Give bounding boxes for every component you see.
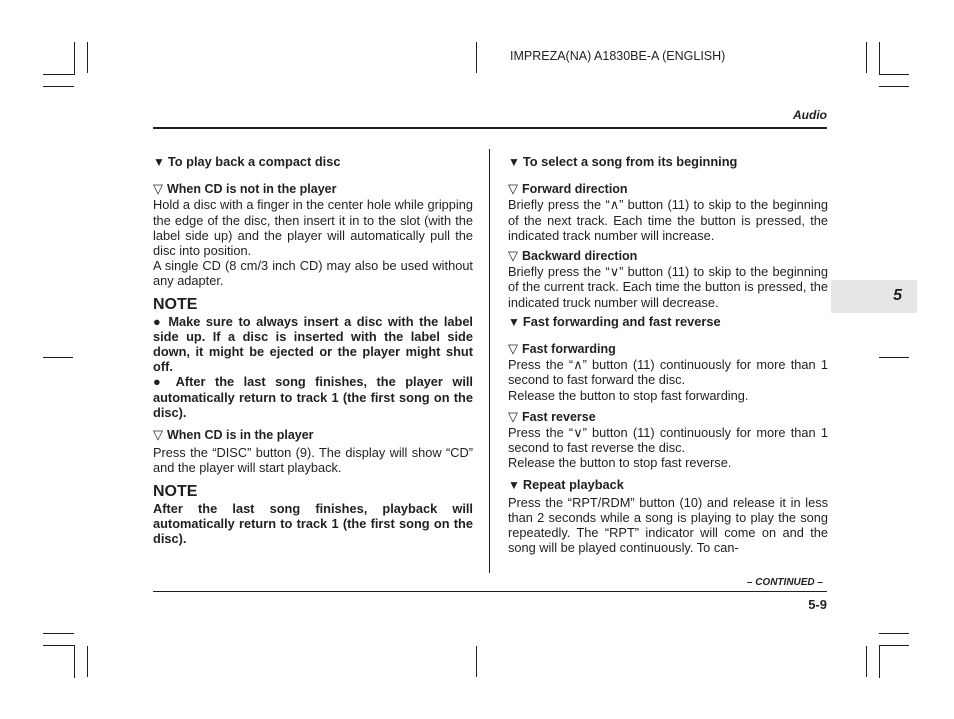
chapter-tab bbox=[831, 280, 917, 313]
chapter-number: 5 bbox=[893, 287, 902, 304]
crop-mark bbox=[879, 42, 880, 75]
paragraph: Press the “DISC” button (9). The display will show “CD” and the player will start playback. bbox=[153, 445, 473, 476]
section-heading bbox=[508, 154, 828, 170]
subsection-heading bbox=[153, 181, 473, 197]
crop-mark bbox=[879, 357, 909, 358]
white-down-triangle-icon: ▽ bbox=[508, 181, 518, 197]
crop-mark bbox=[879, 74, 909, 75]
crop-mark bbox=[43, 633, 74, 634]
paragraph: A single CD (8 cm/3 inch CD) may also be used without any adapter. bbox=[153, 258, 473, 289]
section-heading-text: Fast forwarding and fast reverse bbox=[522, 313, 721, 329]
paragraph: Release the button to stop fast reverse. bbox=[508, 455, 732, 471]
subsection-heading bbox=[508, 181, 828, 197]
crop-mark bbox=[43, 645, 75, 646]
subsection-heading-text: Forward direction bbox=[522, 182, 628, 197]
note-item-text: Make sure to always insert a disc with the label side up. If a disc is inserted with the label side down, it might be ejected or the player might shut off. bbox=[153, 313, 473, 375]
paragraph: Press the “∨” button (11) continuously for more than 1 second to fast reverse the disc. bbox=[508, 425, 828, 456]
crop-mark bbox=[879, 645, 880, 678]
black-down-triangle-icon: ▼ bbox=[508, 155, 520, 169]
crop-mark bbox=[866, 42, 867, 73]
note-item bbox=[153, 374, 473, 420]
section-heading-text: To select a song from its beginning bbox=[522, 154, 738, 169]
white-down-triangle-icon: ▽ bbox=[508, 408, 518, 424]
crop-mark bbox=[87, 646, 88, 677]
paragraph: Press the “∧” button (11) continuously for more than 1 second to fast forward the disc. bbox=[508, 357, 828, 388]
paragraph: Briefly press the “∧” button (11) to skip to the beginning of the next track. Each time the button is pressed, the indicated track number will increase. bbox=[508, 197, 828, 243]
black-down-triangle-icon: ▼ bbox=[508, 477, 520, 492]
footer-rule bbox=[153, 591, 827, 592]
subsection-heading-text: Backward direction bbox=[522, 249, 638, 264]
white-down-triangle-icon: ▽ bbox=[508, 341, 518, 357]
model-code: IMPREZA(NA) A1830BE-A (ENGLISH) bbox=[510, 49, 726, 63]
note-text: After the last song finishes, playback will automatically return to track 1 (the first song on the disc). bbox=[153, 500, 473, 547]
subsection-heading bbox=[508, 409, 828, 425]
crop-mark bbox=[43, 74, 75, 75]
left-column bbox=[153, 154, 473, 546]
black-down-triangle-icon: ▼ bbox=[508, 314, 520, 329]
column-divider bbox=[489, 149, 490, 573]
crop-mark bbox=[866, 646, 867, 677]
section-heading-text: Repeat playback bbox=[522, 476, 624, 492]
section-heading bbox=[508, 314, 828, 330]
note-heading: NOTE bbox=[153, 482, 198, 500]
crop-mark bbox=[879, 86, 909, 87]
crop-mark bbox=[74, 42, 75, 75]
paragraph: Briefly press the “∨” button (11) to skip to the beginning of the current track. Each time the button is pressed, the indicated truck number will decrease. bbox=[508, 264, 828, 310]
bullet-icon: ● bbox=[153, 313, 163, 329]
note-item-text: After the last song finishes, the player will automatically return to track 1 (the first song on the disc). bbox=[153, 374, 473, 420]
page-number: 5-9 bbox=[808, 597, 827, 612]
crop-mark bbox=[476, 646, 477, 677]
black-down-triangle-icon: ▼ bbox=[153, 155, 165, 169]
section-heading-text: To play back a compact disc bbox=[167, 154, 341, 169]
white-down-triangle-icon: ▽ bbox=[508, 248, 518, 264]
subsection-heading bbox=[508, 248, 828, 264]
subsection-heading-text: When CD is in the player bbox=[167, 428, 314, 443]
crop-mark bbox=[879, 633, 909, 634]
subsection-heading bbox=[508, 341, 828, 357]
subsection-heading-text: When CD is not in the player bbox=[167, 182, 337, 197]
white-down-triangle-icon: ▽ bbox=[153, 427, 163, 443]
crop-mark bbox=[476, 42, 477, 73]
white-down-triangle-icon: ▽ bbox=[153, 181, 163, 197]
crop-mark bbox=[879, 645, 909, 646]
section-heading bbox=[508, 477, 828, 493]
crop-mark bbox=[43, 357, 73, 358]
subsection-heading bbox=[153, 427, 473, 443]
crop-mark bbox=[87, 42, 88, 73]
paragraph: Release the button to stop fast forwarding. bbox=[508, 387, 749, 403]
section-title: Audio bbox=[793, 108, 827, 122]
right-column bbox=[508, 154, 828, 556]
crop-mark bbox=[43, 86, 74, 87]
continued-label: – CONTINUED – bbox=[746, 577, 823, 588]
section-heading bbox=[153, 154, 473, 170]
paragraph: Hold a disc with a finger in the center hole while gripping the edge of the disc, then insert it in to the slot (with the label side up) and the player will automatically pull the disc into position. bbox=[153, 197, 473, 259]
note-heading: NOTE bbox=[153, 295, 198, 313]
paragraph: Press the “RPT/RDM” button (10) and release it in less than 2 seconds while a song is playing to play the song repeatedly. The “RPT” indicator will come on and the song will be played continuously. To can- bbox=[508, 494, 828, 556]
header-rule bbox=[153, 127, 827, 129]
crop-mark bbox=[74, 645, 75, 678]
subsection-heading-text: Fast reverse bbox=[522, 409, 596, 424]
bullet-icon: ● bbox=[153, 374, 167, 390]
note-item bbox=[153, 314, 473, 375]
subsection-heading-text: Fast forwarding bbox=[522, 342, 616, 357]
